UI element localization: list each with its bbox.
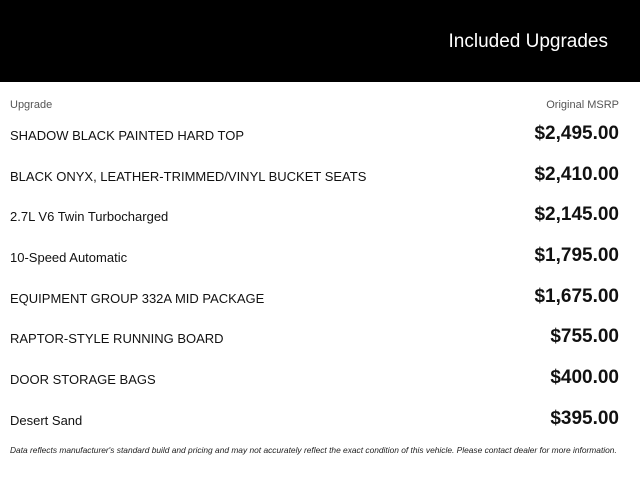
upgrade-price: $1,675.00 xyxy=(534,285,619,307)
list-item xyxy=(10,360,619,401)
upgrade-price: $2,495.00 xyxy=(534,123,619,144)
upgrade-name: BLACK ONYX, LEATHER-TRIMMED/VINYL BUCKET SEATS xyxy=(10,168,367,184)
list-item xyxy=(10,238,619,279)
list-item xyxy=(10,197,619,238)
upgrade-name: 10-Speed Automatic xyxy=(10,250,128,266)
upgrade-price: $395.00 xyxy=(550,407,619,429)
column-header-upgrade: Upgrade xyxy=(10,99,53,111)
list-item xyxy=(10,279,619,320)
list-item xyxy=(10,401,619,442)
upgrade-price: $2,410.00 xyxy=(534,163,619,185)
upgrade-price: $1,795.00 xyxy=(534,245,619,267)
header-bar xyxy=(0,0,640,82)
upgrade-name: Desert Sand xyxy=(10,412,83,428)
list-item xyxy=(10,319,619,360)
upgrade-name: DOOR STORAGE BAGS xyxy=(10,372,156,388)
column-header-msrp: Original MSRP xyxy=(546,99,619,111)
disclaimer-text: Data reflects manufacturer's standard build and pricing and may not accurately reflect the exact condition of this vehicle. Please contact dealer for more information. xyxy=(10,445,617,455)
column-headers xyxy=(10,99,619,115)
upgrade-name: SHADOW BLACK PAINTED HARD TOP xyxy=(10,128,245,143)
list-item xyxy=(10,157,619,198)
upgrade-name: 2.7L V6 Twin Turbocharged xyxy=(10,209,169,225)
page-title: Included Upgrades xyxy=(448,31,608,52)
list-item xyxy=(10,116,619,157)
upgrade-price: $2,145.00 xyxy=(534,204,619,226)
upgrade-name: EQUIPMENT GROUP 332A MID PACKAGE xyxy=(10,290,265,306)
upgrade-name: RAPTOR-STYLE RUNNING BOARD xyxy=(10,331,224,347)
upgrade-price: $755.00 xyxy=(550,326,619,348)
upgrades-list xyxy=(10,116,619,442)
upgrade-price: $400.00 xyxy=(550,367,619,389)
